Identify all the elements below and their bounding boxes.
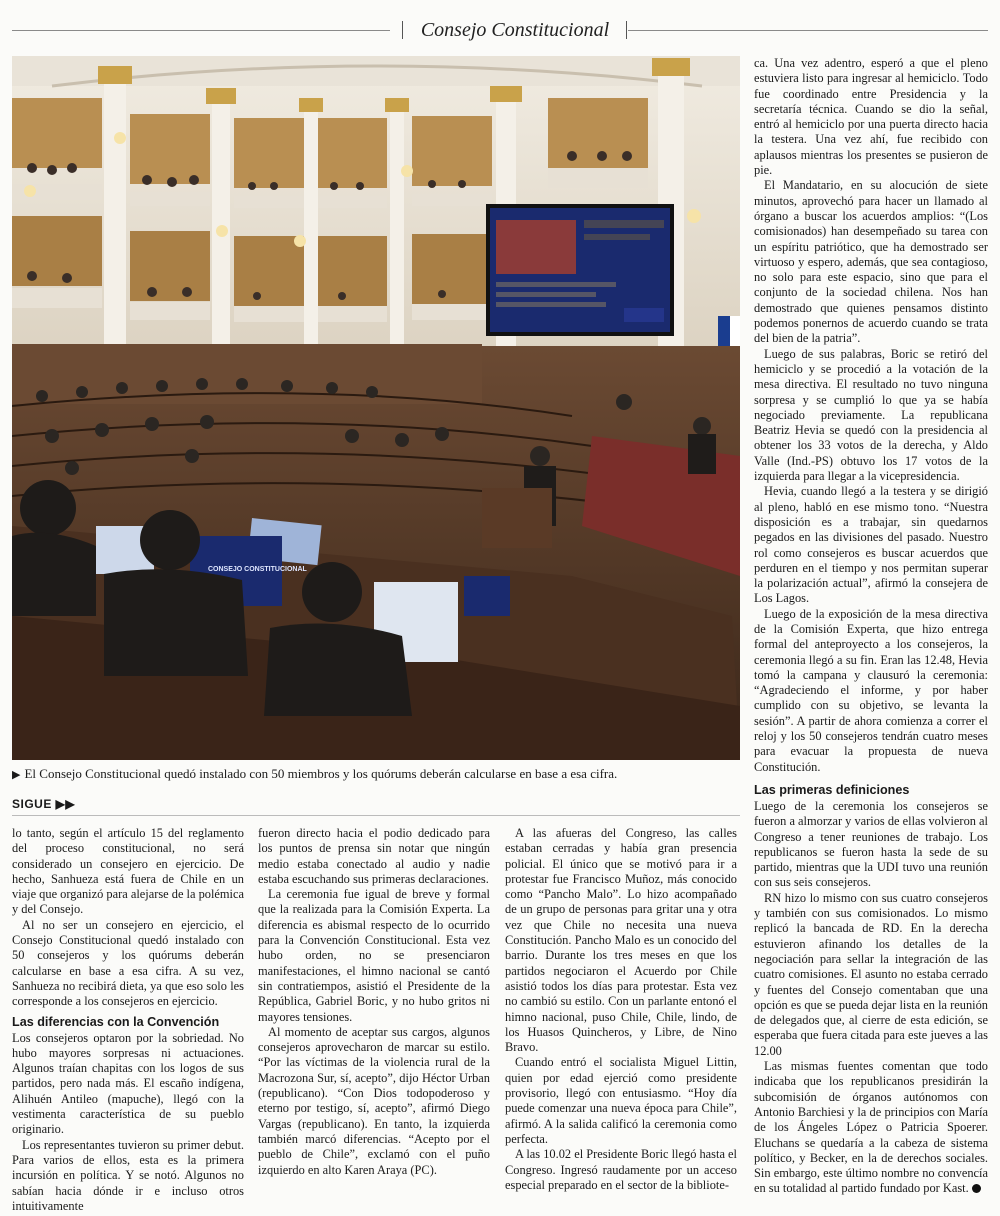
subheading: Las diferencias con la Convención	[12, 1014, 220, 1029]
paragraph: A las afueras del Congreso, las calles estaban cerradas y había gran presencia policial. El único que se motivó para ir a protestar fue Francisco Muñoz, más conocido como “Pancho Malo”. Lo hizo acompañado de un grupo de personas para gritar una y otra vez que Chile no necesita una nueva Constitución. Pancho Malo es un conocido del barrio. Durante los tres meses en que los partidos negociaron el Acuerdo por Chile asistió todos los días para protestar. Esta vez no cambió su estilo. Con un parlante entonó el himno nacional, puso Chile, Chile, lindo, de los Huasos Quincheros, y Libre, de Nino Bravo.	[505, 826, 737, 1055]
caption-arrow-icon: ▶	[12, 769, 21, 781]
paragraph: Al momento de aceptar sus cargos, algunos consejeros aprovecharon de marcar su estilo. “Por las víctimas de la violencia rural de la Macrozona Sur, sí, acepto”, dijo Héctor Urban (republicano). “Con Dios todopoderoso y eterno por testigo, sí, acepto”, afirmó Diego Vargas (republicano). En tanto, la izquierda también marcó diferencias. “Acepto por el pueblo de Chile”, exclamó con el puño izquierdo en alto Karen Araya (PC).	[258, 1024, 490, 1177]
header-tick-right	[626, 21, 627, 39]
paragraph: La ceremonia fue igual de breve y formal que la realizada para la Comisión Experta. La diferencia es abismal respecto de lo ocurrido para la Convención Constitucional. Esta vez hubo orden, no se presenciaron manifestaciones, el himno nacional se cantó sin contratiempos, asistió el Presidente de la República, Gabriel Boric, y no hubo gritos ni mayores tensiones.	[258, 887, 490, 1024]
end-of-article-icon	[972, 1184, 981, 1193]
chamber-illustration	[12, 56, 740, 760]
column-d	[754, 778, 988, 1197]
column-b	[258, 826, 490, 1178]
header-rule-right	[628, 30, 988, 31]
paragraph: El Mandatario, en su alocución de siete minutos, aprovechó para hacer un llamado al órgano a buscar los acuerdos amplios: “(Los comisionados) han desempeñado su tarea con un espíritu patriótico, que ha demostrado ser virtuoso y espero, además, que sea contagioso, no solo para este espacio, sino que para el conjunto de la sociedad chilena. Nos han demostrado que quienes pensamos distinto podemos ponernos de acuerdo cuando se trata del bien de la patria”.	[754, 178, 988, 346]
header-rule-left	[12, 30, 390, 31]
paragraph: fueron directo hacia el podio dedicado para los puntos de prensa sin notar que ningún medio estaba conectado al audio y nadie estaba escuchando sus primeras declaraciones.	[258, 826, 490, 886]
paragraph: Los representantes tuvieron su primer debut. Para varios de ellos, esta es la primera incursión en política. Y se notó. Algunos no sabían hacia dónde ir e incluso otros intuitivamente	[12, 1137, 244, 1213]
session-screen	[486, 204, 674, 336]
caption-text: El Consejo Constitucional quedó instalado con 50 miembros y los quórums deberán calcularse en base a esa cifra.	[24, 766, 618, 781]
paragraph-text: Las mismas fuentes comentan que todo indicaba que los republicanos presidirán la subcomisión de órganos autónomos con Antonio Barchiesi y la de principios con María de los Ángeles López o Patricia Spoerer. Eluchans se quedaría a la cabeza de sistema político, y Becker, en la de derechos sociales. Sin embargo, este último nombre no convencía en su totalidad al partido fundado por Kast.	[754, 1059, 988, 1196]
paragraph: Hevia, cuando llegó a la testera y se dirigió al pleno, habló en ese mismo tono. “Nuestra disposición es a trabajar, sin quedarnos pegados en las divisiones del pasado. Nuestro rol como consejeros es buscar acuerdos que perduren en el tiempo y nos permitan superar la polarización actual”, afirmó la consejera de Los Lagos.	[754, 484, 988, 606]
photo-caption	[12, 766, 747, 783]
continues-marker: SIGUE ▶▶	[12, 797, 76, 811]
paragraph: Luego de la exposición de la mesa directiva de la Comisión Experta, que hizo entrega formal del anteproyecto a los consejeros, la ceremonia llegó a su fin. Eran las 12.48, Hevia tomó la campana y clausuró la ceremonia: “Agradeciendo el informe, y por haber cumplido con su objetivo, se levanta la sesión”. A partir de ahora comienza a correr el reloj y los 50 consejeros tendrán cuatro meses para evacuar la propuesta de nueva Constitución.	[754, 606, 988, 774]
paragraph: Cuando entró el socialista Miguel Littin, quien por edad ejerció como presidente provisorio, llegó con entusiasmo. “Hoy día puede comenzar una nueva época para Chile”, afirmó. A la salida calificó la ceremonia como perfecta.	[505, 1055, 737, 1146]
paragraph: Luego de sus palabras, Boric se retiró del hemiciclo y se procedió a la votación de la mesa directiva. El resultado no tuvo ninguna sorpresa y se cumplió lo que ya se había negociado previamente. La republicana Beatriz Hevia se quedó con la presidencia al obtener los 33 votos de la derecha, y Aldo Valle (Ind.-PS) obtuvo los 17 votos de la izquierda para llegar a la vicepresidencia.	[754, 346, 988, 484]
section-header	[12, 16, 988, 44]
paragraph: Al no ser un consejero en ejercicio, el Consejo Constitucional quedó instalado con 50 consejeros y los quórums deberán calcularse en base a esa cifra. A su vez, Sanhueza no recibirá dieta, ya que eso solo les corresponde a los consejeros en ejercicio.	[12, 917, 244, 1009]
chamber-photo	[12, 56, 740, 760]
column-a	[12, 826, 244, 1214]
section-title: Consejo Constitucional	[420, 19, 610, 41]
paragraph: A las 10.02 el Presidente Boric llegó hasta el Congreso. Ingresó raudamente por un acceso especial preparado en el sector de la bibliote-	[505, 1147, 737, 1192]
divider	[12, 815, 740, 816]
column-c	[505, 826, 737, 1193]
paragraph: RN hizo lo mismo con sus cuatro consejeros y también con sus comisionados. Lo mismo replicó la bancada de RD. En la derecha estuvieron afinando los detalles de la negociación para sellar la integración de las cuatro comisiones. El asunto no estaba cerrado y fuentes del Consejo comentaban que una opción es que se pueda dejar lista en la reunión de delegados que, al cierre de esta edición, se esperaba que fuera citada para este jueves a las 12.00	[754, 890, 988, 1058]
monitor-title: CONSEJO CONSTITUCIONAL	[208, 566, 307, 573]
paragraph: ca. Una vez adentro, esperó a que el pleno estuviera listo para ingresar al hemiciclo. Todo fue coordinado entre Presidencia y la secretaría técnica. Cuando se dio la señal, entró al hemiciclo por una puerta directo hacia la testera. Una vez ahí, fue recibido con aplausos mientras los presentes se pusieron de pie.	[754, 56, 988, 178]
right-column	[754, 56, 988, 775]
paragraph	[754, 1059, 988, 1197]
paragraph: Los consejeros optaron por la sobriedad. No hubo mayores sorpresas ni actuaciones. Algunos traían chapitas con los logos de sus partidos, pero nada más. El escaño indígena, Alihuén Antileo (mapuche), llegó con la vestimenta característica de su pueblo originario.	[12, 1030, 244, 1137]
paragraph: Luego de la ceremonia los consejeros se fueron a almorzar y varios de ellas volvieron al Congreso a tener reuniones de trabajo. Los republicanos se fueron hasta la sede de su partido, mientras que la UDI tuvo una reunión con sus seis consejeros.	[754, 799, 988, 890]
subheading: Las primeras definiciones	[754, 783, 910, 797]
header-tick-left	[402, 21, 403, 39]
paragraph: lo tanto, según el artículo 15 del reglamento del proceso constitucional, no será considerado un consejero en ejercicio. De hecho, Sanhueza está fuera de Chile en un viaje que organizó para alejarse de la polémica y del Consejo.	[12, 826, 244, 917]
